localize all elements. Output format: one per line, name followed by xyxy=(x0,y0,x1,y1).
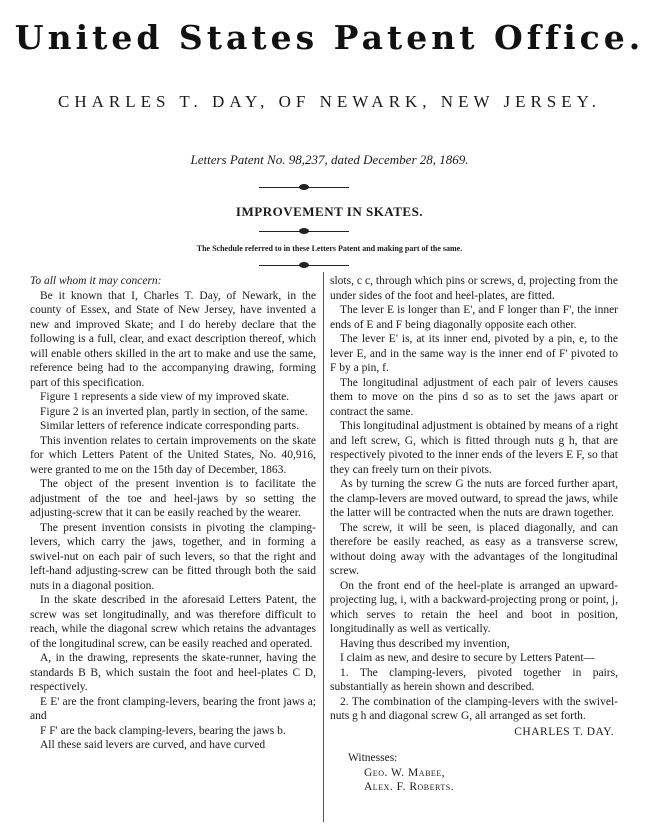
paragraph: The lever E' is, at its inner end, pivoted by a pin, e, to the lever E, and in the same way is the inner end of F' pivoted to F by a pin, f. xyxy=(330,333,618,374)
ornament-divider xyxy=(259,228,349,234)
paragraph: A, in the drawing, represents the skate-runner, having the standards B B, which sustain the foot and heel-plates C D, respectively. xyxy=(30,652,316,693)
paragraph: Similar letters of reference indicate corresponding parts. xyxy=(40,420,299,432)
ornament-divider xyxy=(259,262,349,268)
claim: 2. The combination of the clamping-levers with the swivel-nuts g h and diagonal screw G, all arranged as set forth. xyxy=(330,695,618,722)
schedule-line: The Schedule referred to in these Letters Patent and making part of the same. xyxy=(196,244,463,253)
paragraph: The screw, it will be seen, is placed diagonally, and can therefore be easily reached, as easy as a transverse screw, without doing away with the advantages of the longitudinal screw. xyxy=(330,521,618,577)
paragraph: The present invention consists in pivoting the clamping-levers, which carry the jaws, together, and in forming a swivel-nut on each pair of such levers, so that the right and left-hand adjusting-screw can be fitted through both the said nuts in a diagonal position. xyxy=(30,521,316,592)
paragraph: All these said levers are curved, and have curved xyxy=(40,739,266,751)
witness-name: Geo. W. Mabee, xyxy=(364,766,446,779)
witness-name: Alex. F. Roberts. xyxy=(364,781,455,793)
paragraph: On the front end of the heel-plate is arranged an upward-projecting lug, i, with a backward-projecting prong or point, j, which serves to retain the heel and boot in position, longitudinally as well as vertically. xyxy=(330,579,618,635)
claim: 1. The clamping-levers, pivoted together in pairs, substantially as herein shown and described. xyxy=(330,666,618,693)
salutation: To all whom it may concern: xyxy=(30,275,162,287)
paragraph: slots, c c, through which pins or screws, d, projecting from the under sides of the foot and heel-plates, are fitted. xyxy=(330,275,618,302)
left-column xyxy=(30,274,316,753)
paragraph: F F' are the back clamping-levers, bearing the jaws b. xyxy=(40,724,286,737)
ornament-divider xyxy=(259,184,349,190)
paragraph: I claim as new, and desire to secure by Letters Patent— xyxy=(340,652,596,664)
paragraph: As by turning the screw G the nuts are forced further apart, the clamp-levers are moved outward, to spread the jaws, while the latter will be contracted when the nuts are drawn together. xyxy=(330,478,618,519)
paragraph: This longitudinal adjustment is obtained by means of a right and left screw, G, which is fitted through nuts g h, that are respectively pivoted to the inner ends of the levers E F, so that they can freely turn on their pivots. xyxy=(330,420,618,476)
paragraph: Be it known that I, Charles T. Day, of Newark, in the county of Essex, and State of New Jersey, have invented a new and improved Skate; and I do hereby declare that the following is a full, clear, and exact description thereof, which will enable others skilled in the art to make and use the same, reference being had to the accompanying drawing, forming part of this specification. xyxy=(30,289,316,389)
inventor-line: CHARLES T. DAY, OF NEWARK, NEW JERSEY. xyxy=(58,92,601,111)
paragraph: This invention relates to certain improvements on the skate for which Letters Patent of the United States, No. 40,916, were granted to me on the 15th day of December, 1863. xyxy=(30,434,316,476)
witnesses-label: Witnesses: xyxy=(348,752,398,764)
paragraph: The longitudinal adjustment of each pair of levers causes them to move on the pins d so as to set the jaws apart or contract the same. xyxy=(330,376,618,418)
right-column xyxy=(330,274,618,795)
patent-title: IMPROVEMENT IN SKATES. xyxy=(235,204,424,219)
paragraph: The object of the present invention is to facilitate the adjustment of the toe and heel-jaws by so setting the adjusting-screw that it can be easily reached by the wearer. xyxy=(30,478,316,519)
paragraph: Having thus described my invention, xyxy=(340,637,510,650)
paragraph: In the skate described in the aforesaid Letters Patent, the screw was set longitudinally, and was therefore difficult to reach, while the diagonal screw which retains the advantages of the longitudinal screw, can be easily reached and operated. xyxy=(30,594,316,650)
paragraph: The lever E is longer than E', and F longer than F', the inner ends of E and F being diagonally opposite each other. xyxy=(330,304,618,331)
paragraph: Figure 1 represents a side view of my improved skate. xyxy=(40,391,290,403)
office-title: United States Patent Office. xyxy=(14,18,645,57)
paragraph: E E' are the front clamping-levers, bearing the front jaws a; and xyxy=(30,695,316,722)
paragraph: Figure 2 is an inverted plan, partly in section, of the same. xyxy=(40,405,308,418)
inventor-signature: CHARLES T. DAY. xyxy=(514,725,614,738)
patent-number-line: Letters Patent No. 98,237, dated December 28, 1869. xyxy=(190,152,469,167)
column-divider xyxy=(323,272,324,822)
